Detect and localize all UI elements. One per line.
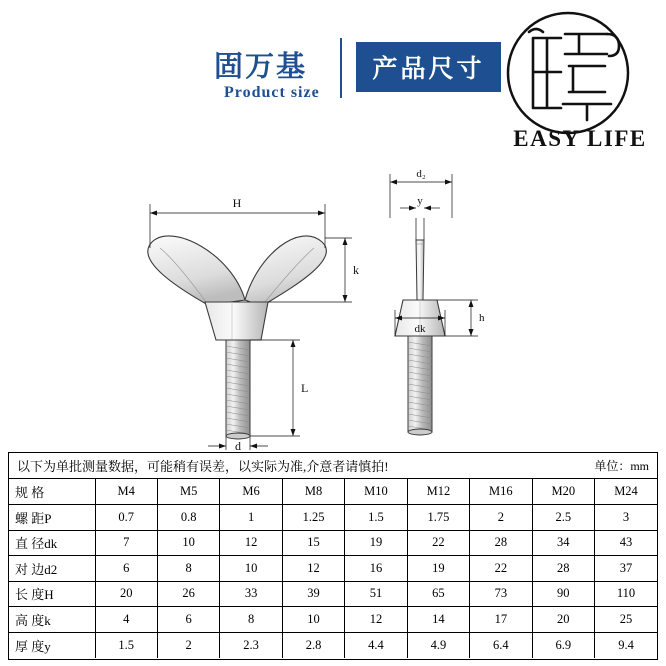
table-note: 以下为单批测量数据，可能稍有误差，以实际为准,介意者请慎拍! [17,459,389,474]
header-divider [340,38,342,98]
cell-pitch-0: 0.7 [95,505,157,531]
header-size-8: M24 [595,479,658,505]
cell-pitch-5: 1.75 [407,505,469,531]
cell-d2-3: 12 [282,556,344,582]
table-row [9,632,657,658]
cell-k-0: 4 [95,607,157,633]
cell-y-2: 2.3 [220,632,282,658]
header [0,0,666,168]
cell-y-4: 4.4 [345,632,407,658]
cell-d2-7: 28 [532,556,594,582]
cell-y-8: 9.4 [618,637,634,652]
cell-dk-1: 10 [157,530,219,556]
brand-name-cn: 固万基 [214,51,308,83]
spec-table [9,479,657,658]
header-size-5: M12 [407,479,469,505]
cell-H-1: 26 [157,581,219,607]
cell-y-0: 1.5 [95,632,157,658]
row-label-pitch: 螺 距P [9,505,95,531]
header-size-4: M10 [345,479,407,505]
cell-y-6: 6.4 [470,632,532,658]
cell-dk-6: 28 [470,530,532,556]
cell-H-7: 90 [532,581,594,607]
page-title-box [356,42,501,92]
table-row [9,581,657,607]
table-row [9,607,657,633]
cell-d2-4: 16 [345,556,407,582]
cell-dk-4: 19 [345,530,407,556]
dim-label-H: H [232,196,242,210]
cell-d2-2: 10 [220,556,282,582]
cell-pitch-1: 0.8 [157,505,219,531]
logo-circle-icon [503,8,633,138]
cell-H-3: 39 [282,581,344,607]
spec-table-area [8,452,658,660]
technical-drawing [0,160,666,450]
table-row [9,556,657,582]
header-size-6: M16 [470,479,532,505]
page-title: 产品尺寸 [372,56,485,83]
logo-text-en: EASY LIFE [513,126,647,151]
row-label-spec: 规 格 [9,479,95,505]
dim-label-dk: dk [414,323,426,335]
row-label-k: 高 度k [9,607,95,633]
row-label-dk: 直 径dk [9,530,95,556]
cell-H-6: 73 [470,581,532,607]
cell-y-1: 2 [157,632,219,658]
cell-dk-0: 7 [95,530,157,556]
cell-y-7: 6.9 [532,632,594,658]
table-note-row [9,453,657,479]
cell-H-2: 33 [220,581,282,607]
cell-pitch-8: 3 [595,505,658,531]
table-row [9,505,657,531]
cell-k-8: 25 [595,607,658,633]
cell-k-3: 10 [282,607,344,633]
header-size-7: M20 [532,479,594,505]
dim-label-d2: d₂ [416,168,426,180]
cell-d2-5: 19 [407,556,469,582]
cell-pitch-6: 2 [470,505,532,531]
cell-pitch-7: 2.5 [532,505,594,531]
cell-k-1: 6 [157,607,219,633]
cell-pitch-2: 1 [220,505,282,531]
table-unit: 单位：mm [594,459,649,473]
cell-d2-6: 22 [470,556,532,582]
header-size-0: M4 [95,479,157,505]
cell-dk-5: 22 [407,530,469,556]
dim-label-y: y [417,195,423,207]
cell-k-6: 17 [470,607,532,633]
header-size-2: M6 [220,479,282,505]
cell-k-7: 20 [532,607,594,633]
table-row-header [9,479,657,505]
cell-d2-1: 8 [157,556,219,582]
dim-label-L: L [301,381,309,395]
cell-H-5: 65 [407,581,469,607]
table-row [9,530,657,556]
side-view-group [390,168,485,435]
brand-name-en: Product size [224,84,320,101]
cell-k-4: 12 [345,607,407,633]
cell-d2-0: 6 [95,556,157,582]
cell-dk-2: 12 [220,530,282,556]
drawing-svg [0,160,666,450]
logo-mark [503,8,633,138]
cell-y-3: 2.8 [282,632,344,658]
cell-dk-7: 34 [532,530,594,556]
dim-label-k: k [353,263,359,277]
header-size-3: M8 [282,479,344,505]
front-view-group [148,196,359,450]
row-label-d2: 对 边d2 [9,556,95,582]
cell-H-4: 51 [345,581,407,607]
cell-y-5: 4.9 [407,632,469,658]
cell-d2-8: 37 [595,556,658,582]
cell-dk-8: 43 [595,530,658,556]
cell-pitch-4: 1.5 [345,505,407,531]
cell-H-8: 110 [595,581,658,607]
dim-label-d: d [235,439,241,450]
cell-pitch-3: 1.25 [282,505,344,531]
row-label-y: 厚 度y [9,632,95,658]
cell-k-2: 8 [220,607,282,633]
header-size-1: M5 [157,479,219,505]
row-label-H: 长 度H [9,581,95,607]
cell-H-0: 20 [95,581,157,607]
dim-label-h: h [479,312,485,324]
cell-dk-3: 15 [282,530,344,556]
cell-k-5: 14 [407,607,469,633]
